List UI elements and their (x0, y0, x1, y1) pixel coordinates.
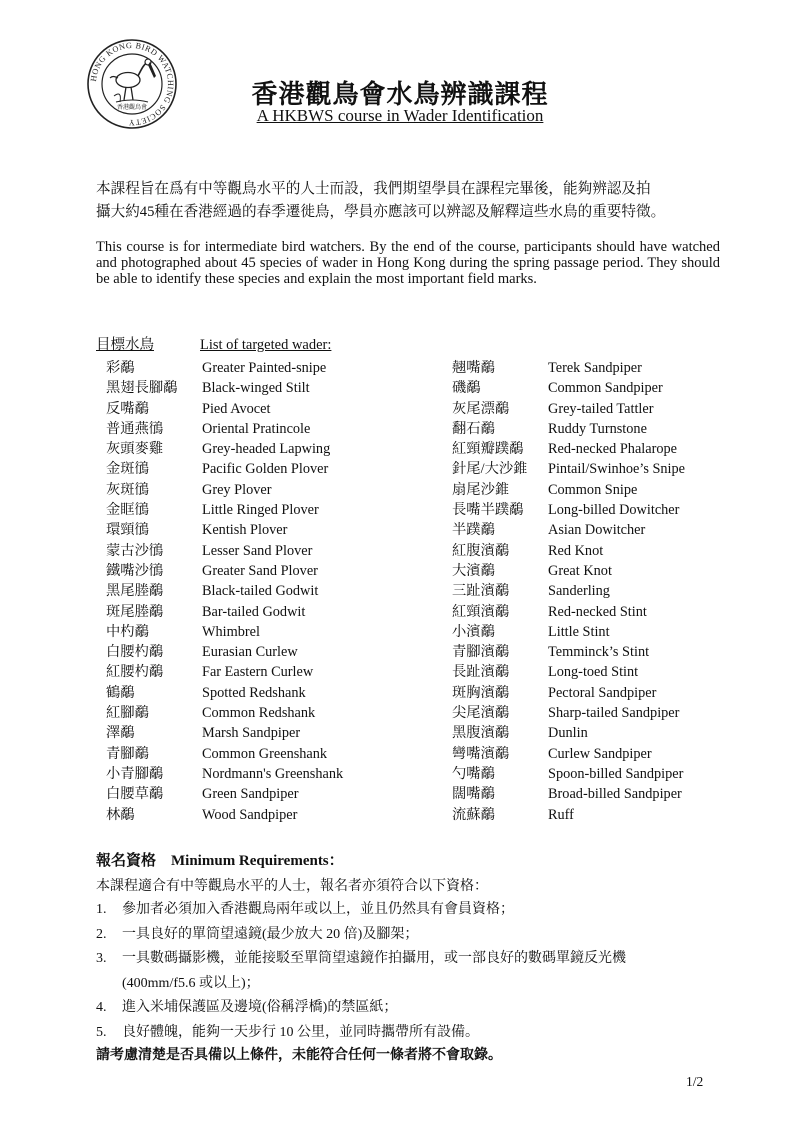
bird-name-chinese: 灰斑鴴 (106, 481, 149, 498)
bird-name-english: Pintail/Swinhoe’s Snipe (548, 461, 686, 478)
bird-name-chinese: 紅腰杓鷸 (106, 664, 164, 681)
requirement-number: 5. (96, 1024, 107, 1040)
bird-name-english: Common Snipe (548, 481, 638, 498)
bird-name-english: Common Greenshank (202, 745, 328, 762)
bird-name-chinese: 鶴鷸 (106, 684, 135, 701)
bird-list-item (106, 763, 343, 783)
bird-name-chinese: 紅腳鷸 (106, 705, 149, 722)
requirements-heading-en: Minimum Requirements： (171, 853, 344, 869)
requirement-number: 3. (96, 951, 107, 967)
bird-name-chinese: 尖尾濱鷸 (452, 705, 510, 722)
requirement-item (96, 1021, 736, 1046)
bird-name-english: Pectoral Sandpiper (548, 684, 657, 701)
requirement-item (96, 923, 736, 948)
bird-name-english: Sharp-tailed Sandpiper (548, 705, 680, 722)
bird-name-english: Ruddy Turnstone (548, 420, 647, 437)
requirements-heading (96, 849, 344, 870)
bird-name-english: Greater Sand Plover (202, 562, 318, 579)
bird-name-chinese: 中杓鷸 (106, 623, 149, 640)
bird-list-item (452, 580, 685, 600)
bird-name-english: Little Stint (548, 623, 610, 640)
bird-name-chinese: 闊嘴鷸 (452, 786, 495, 803)
bird-list-heading-en: List of targeted wader: (200, 337, 332, 353)
bird-name-english: Dunlin (548, 725, 588, 742)
requirement-text: 一具數碼攝影機，並能接駁至單筒望遠鏡作拍攝用，或一部良好的數碼單鏡反光機 (122, 951, 626, 967)
requirement-item (96, 898, 736, 923)
requirement-number: 1. (96, 902, 107, 917)
bird-list-item (452, 458, 685, 478)
bird-name-chinese: 反嘴鷸 (106, 400, 149, 417)
bird-name-english: Grey-tailed Tattler (548, 400, 654, 417)
bird-list-item (106, 601, 343, 621)
intro-chinese-line-2: 攝大約45種在香港經過的春季遷徙鳥，學員亦應該可以辨認及解釋這些水鳥的重要特徵。 (96, 204, 666, 220)
bird-list-item (106, 377, 343, 397)
bird-name-english: Pacific Golden Plover (202, 461, 329, 478)
bird-list-item (106, 499, 343, 519)
bird-list-item (106, 621, 343, 641)
bird-list-item (106, 641, 343, 661)
bird-name-chinese: 三趾濱鷸 (452, 583, 510, 600)
bird-list-item (106, 702, 343, 722)
requirement-item (96, 996, 736, 1021)
bird-name-chinese: 林鷸 (106, 806, 135, 823)
bird-name-english: Eurasian Curlew (202, 644, 298, 661)
bird-name-chinese: 磯鷸 (452, 380, 481, 397)
bird-name-english: Bar-tailed Godwit (202, 603, 306, 620)
bird-list-item (452, 641, 685, 661)
bird-name-english: Spotted Redshank (202, 684, 306, 701)
bird-name-chinese: 黑翅長腳鷸 (106, 380, 178, 397)
bird-name-english: Little Ringed Plover (202, 502, 319, 519)
intro-english: This course is for intermediate bird watchers. By the end of the course, participants should have watched and photographed about 45 species of wader in Hong Kong during the spring passage period. They should be able to identify these species and explain the most important field marks. (96, 239, 720, 287)
bird-list-item (106, 398, 343, 418)
bird-name-chinese: 斑胸濱鷸 (452, 684, 510, 701)
bird-name-english: Lesser Sand Plover (202, 542, 313, 559)
bird-name-english: Greater Painted-snipe (202, 360, 327, 376)
bird-list-heading-zh: 目標水鳥 (96, 337, 154, 353)
bird-name-chinese: 長趾濱鷸 (452, 664, 510, 681)
bird-list-item (106, 722, 343, 742)
intro-chinese-line-1: 本課程旨在爲有中等觀鳥水平的人士而設，我們期望學員在課程完畢後，能夠辨認及拍 (96, 181, 651, 197)
bird-name-english: Common Redshank (202, 705, 316, 722)
bird-name-chinese: 白腰草鷸 (106, 786, 164, 803)
bird-name-chinese: 長嘴半蹼鷸 (452, 502, 524, 519)
bird-list-left-column (106, 357, 343, 824)
bird-name-chinese: 紅頸瓣蹼鷸 (452, 441, 524, 458)
bird-name-english: Wood Sandpiper (202, 806, 298, 823)
bird-list-item (452, 479, 685, 499)
bird-list-item (106, 661, 343, 681)
bird-list-item (452, 783, 685, 803)
bird-list-item (452, 702, 685, 722)
bird-name-english: Ruff (548, 806, 574, 823)
bird-name-english: Red-necked Phalarope (548, 441, 678, 458)
bird-name-chinese: 普通燕鴴 (106, 420, 164, 437)
bird-name-english: Temminck’s Stint (548, 644, 650, 661)
bird-name-english: Far Eastern Curlew (202, 664, 314, 681)
bird-name-chinese: 灰頭麥雞 (106, 441, 164, 458)
requirement-number: 2. (96, 926, 107, 942)
bird-name-chinese: 翻石鷸 (452, 420, 495, 437)
bird-name-english: Red Knot (548, 542, 604, 559)
bird-name-chinese: 青腳鷸 (106, 745, 149, 762)
requirements-list (96, 898, 736, 1046)
bird-list-item (106, 804, 343, 824)
bird-list-item (106, 357, 343, 377)
bird-list-item (106, 458, 343, 478)
bird-name-chinese: 黑尾塍鷸 (106, 583, 164, 600)
requirements-warning: 請考慮清楚是否具備以上條件，未能符合任何一條者將不會取錄。 (96, 1048, 502, 1063)
bird-list-item (106, 743, 343, 763)
bird-name-english: Red-necked Stint (548, 603, 647, 620)
requirements-heading-zh: 報名資格 (96, 853, 157, 869)
bird-list-item (452, 519, 685, 539)
bird-name-english: Green Sandpiper (202, 786, 299, 803)
bird-list-item (452, 722, 685, 742)
bird-name-english: Whimbrel (202, 623, 260, 640)
bird-list-item (106, 560, 343, 580)
intro-chinese (96, 178, 720, 224)
bird-list-item (452, 682, 685, 702)
bird-name-english: Nordmann's Greenshank (202, 765, 344, 782)
page-number: 1/2 (686, 1074, 704, 1089)
bird-name-english: Long-toed Stint (548, 664, 639, 681)
bird-name-english: Grey-headed Lapwing (202, 441, 331, 458)
bird-list-item (452, 560, 685, 580)
bird-list-item (452, 621, 685, 641)
bird-name-chinese: 小青腳鷸 (106, 765, 164, 782)
bird-name-english: Curlew Sandpiper (548, 745, 652, 762)
bird-name-english: Grey Plover (202, 481, 272, 498)
bird-name-chinese: 針尾/大沙錐 (452, 461, 528, 478)
requirement-text: 一具良好的單筒望遠鏡(最少放大 20 倍)及腳架； (122, 926, 419, 942)
bird-list-item (452, 377, 685, 397)
bird-name-chinese: 勺嘴鷸 (452, 765, 495, 782)
bird-name-chinese: 金眶鴴 (106, 502, 149, 519)
bird-name-english: Asian Dowitcher (548, 522, 646, 539)
bird-list-item (106, 479, 343, 499)
bird-name-chinese: 翹嘴鷸 (452, 360, 495, 376)
bird-name-chinese: 青腳濱鷸 (452, 644, 510, 661)
bird-name-chinese: 紅頸濱鷸 (452, 603, 510, 620)
bird-name-chinese: 黑腹濱鷸 (452, 725, 510, 742)
bird-name-english: Spoon-billed Sandpiper (548, 765, 684, 782)
bird-name-english: Terek Sandpiper (548, 360, 642, 376)
bird-name-chinese: 灰尾漂鷸 (452, 400, 510, 417)
requirement-text-continued: (400mm/f5.6 或以上)； (122, 975, 260, 991)
requirement-text: 進入米埔保護區及邊境(俗稱浮橋)的禁區紙； (122, 1000, 398, 1016)
bird-name-english: Sanderling (548, 583, 610, 600)
requirement-text: 良好體魄，能夠一天步行 10 公里，並同時攜帶所有設備。 (122, 1024, 479, 1040)
bird-name-english: Kentish Plover (202, 522, 288, 539)
bird-name-chinese: 蒙古沙鴴 (106, 542, 164, 559)
bird-list-item (452, 357, 685, 377)
bird-name-chinese: 紅腹濱鷸 (452, 542, 510, 559)
requirement-text: 參加者必須加入香港觀鳥兩年或以上，並且仍然具有會員資格； (122, 902, 514, 917)
bird-name-english: Pied Avocet (202, 400, 271, 417)
bird-name-english: Black-tailed Godwit (202, 583, 319, 600)
bird-list-item (106, 682, 343, 702)
bird-name-chinese: 斑尾塍鷸 (106, 603, 164, 620)
bird-name-chinese: 金斑鴴 (106, 461, 149, 478)
requirements-intro: 本課程適合有中等觀鳥水平的人士，報名者亦須符合以下資格： (96, 879, 488, 894)
requirement-number: 4. (96, 1000, 107, 1016)
bird-name-english: Broad-billed Sandpiper (548, 786, 682, 803)
bird-list-item (106, 540, 343, 560)
bird-list-item (452, 601, 685, 621)
bird-list-item (106, 438, 343, 458)
bird-name-english: Common Sandpiper (548, 380, 663, 397)
title-english: A HKBWS course in Wader Identification (256, 106, 544, 125)
bird-list-item (452, 499, 685, 519)
bird-list-item (452, 438, 685, 458)
requirement-item (96, 947, 736, 996)
bird-list-item (106, 519, 343, 539)
logo-inner-text: 香港觀鳥會 (116, 105, 148, 111)
bird-name-chinese: 大濱鷸 (452, 562, 495, 579)
bird-list-item (106, 418, 343, 438)
bird-list-item (106, 580, 343, 600)
bird-list-heading (96, 333, 331, 354)
bird-name-english: Marsh Sandpiper (202, 725, 301, 742)
bird-list-item (452, 661, 685, 681)
bird-list-item (452, 763, 685, 783)
title-chinese: 香港觀鳥會水鳥辨識課程 (251, 80, 549, 109)
bird-list-item (452, 743, 685, 763)
bird-name-chinese: 半蹼鷸 (452, 522, 495, 539)
bird-name-chinese: 彎嘴濱鷸 (452, 745, 510, 762)
bird-name-english: Black-winged Stilt (202, 380, 310, 397)
bird-list-item (452, 804, 685, 824)
logo-ring-text: HONG KONG BIRD WATCHING SOCIETY (89, 40, 176, 128)
bird-list-item (452, 398, 685, 418)
bird-list-item (452, 540, 685, 560)
bird-name-chinese: 白腰杓鷸 (106, 644, 164, 661)
bird-name-chinese: 澤鷸 (106, 725, 135, 742)
bird-name-english: Great Knot (548, 562, 612, 579)
bird-name-chinese: 鐵嘴沙鴴 (106, 562, 164, 579)
bird-list-item (452, 418, 685, 438)
bird-list-item (106, 783, 343, 803)
bird-name-chinese: 環頸鴴 (106, 522, 149, 539)
bird-name-english: Long-billed Dowitcher (548, 502, 680, 519)
bird-list-right-column (452, 357, 685, 824)
bird-name-chinese: 流蘇鷸 (452, 806, 495, 823)
bird-name-chinese: 彩鷸 (106, 360, 135, 376)
bird-name-english: Oriental Pratincole (202, 420, 311, 437)
bird-name-chinese: 小濱鷸 (452, 623, 495, 640)
bird-name-chinese: 扇尾沙錐 (452, 481, 510, 498)
